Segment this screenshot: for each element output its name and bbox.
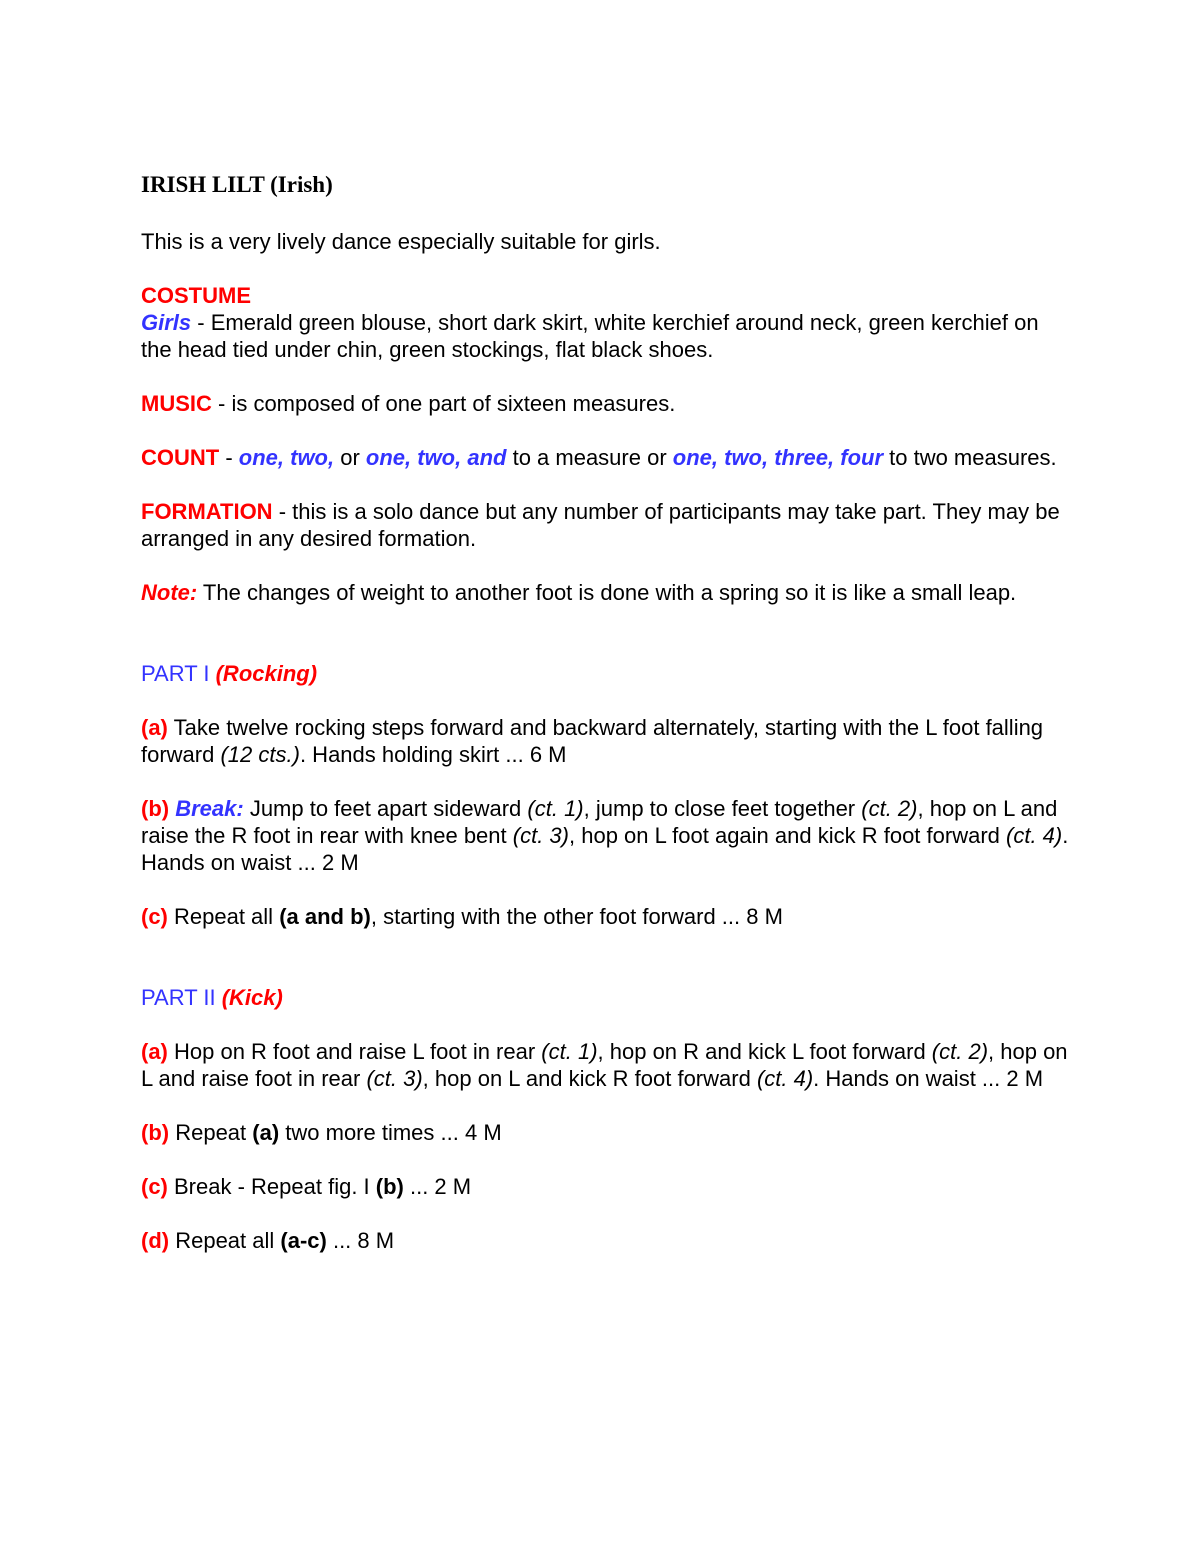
document-title: IRISH LILT (Irish) — [141, 172, 333, 197]
document-page — [141, 170, 1071, 1254]
music-section: MUSIC - is composed of one part of sixteen measures. — [141, 391, 676, 416]
part2-item-a: (a) Hop on R foot and raise L foot in rear (ct. 1), hop on R and kick L foot forward (ct. 2), hop on L and raise foot in rear (ct. 3), hop on L and kick R foot forward (ct. 4). Hands on waist ... 2 M — [141, 1039, 1068, 1091]
note-label: Note: — [141, 580, 198, 605]
music-heading: MUSIC — [141, 391, 212, 416]
costume-heading: COSTUME — [141, 283, 251, 308]
count-section: COUNT - one, two, or one, two, and to a measure or one, two, three, four to two measures. — [141, 445, 1057, 470]
part2-item-b: (b) Repeat (a) two more times ... 4 M — [141, 1120, 502, 1145]
intro-paragraph: This is a very lively dance especially suitable for girls. — [141, 229, 661, 254]
note-section: Note: The changes of weight to another foot is done with a spring so it is like a small leap. — [141, 580, 1017, 605]
part2-item-d: (d) Repeat all (a-c) ... 8 M — [141, 1228, 395, 1253]
count-heading: COUNT — [141, 445, 220, 470]
part1-heading: PART I (Rocking) — [141, 661, 318, 686]
costume-text: Girls - Emerald green blouse, short dark skirt, white kerchief around neck, green kerchief on the head tied under chin, green stockings, flat black shoes. — [141, 310, 1039, 362]
part1-item-b: (b) Break: Jump to feet apart sideward (ct. 1), jump to close feet together (ct. 2), hop on L and raise the R foot in rear with knee bent (ct. 3), hop on L foot again and kick R foot forward (ct. 4). Hands on waist ... 2 M — [141, 796, 1069, 875]
formation-section: FORMATION - this is a solo dance but any number of participants may take part. They may be arranged in any desired formation. — [141, 499, 1060, 551]
costume-section — [141, 282, 1071, 363]
part2-heading: PART II (Kick) — [141, 985, 283, 1010]
part2-item-c: (c) Break - Repeat fig. I (b) ... 2 M — [141, 1174, 472, 1199]
part1-item-c: (c) Repeat all (a and b), starting with the other foot forward ... 8 M — [141, 904, 783, 929]
formation-heading: FORMATION — [141, 499, 273, 524]
part1-item-a: (a) Take twelve rocking steps forward and backward alternately, starting with the L foot falling forward (12 cts.). Hands holding skirt ... 6 M — [141, 715, 1044, 767]
costume-girls-label: Girls — [141, 310, 192, 335]
